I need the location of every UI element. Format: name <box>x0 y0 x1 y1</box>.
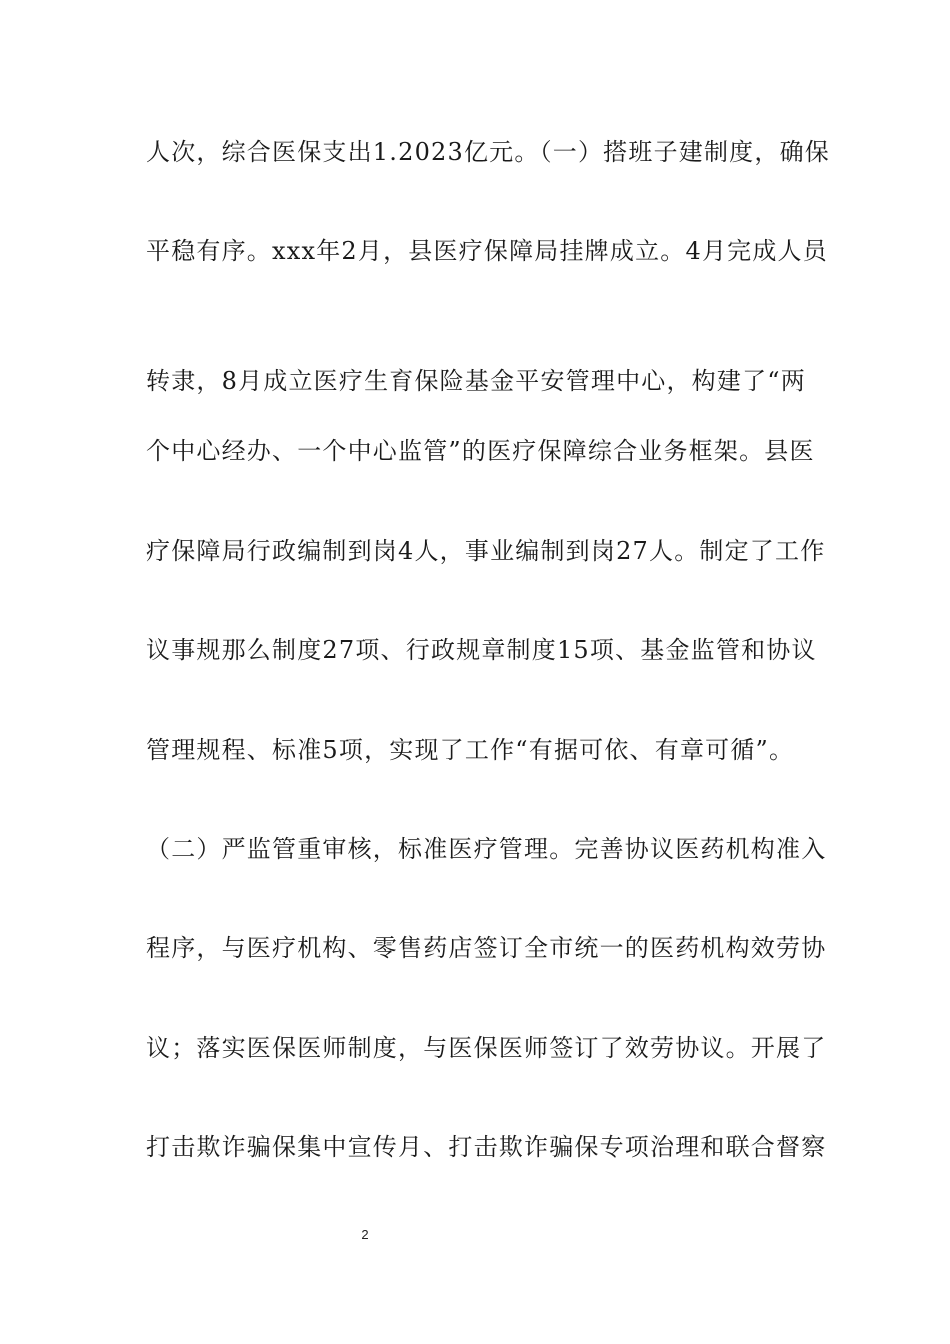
text-line: 个中心经办、一个中心监管”的医疗保障综合业务框架。县医 <box>146 437 815 465</box>
text-line: 议事规那么制度27项、行政规章制度15项、基金监管和协议 <box>146 636 817 664</box>
text-line: （二）严监管重审核，标准医疗管理。完善协议医药机构准入 <box>146 835 827 863</box>
text-line: 疗保障局行政编制到岗4人，事业编制到岗27人。制定了工作 <box>146 537 826 565</box>
text-line: 程序，与医疗机构、零售药店签订全市统一的医药机构效劳协 <box>146 934 827 962</box>
text-line: 转隶，8月成立医疗生育保险基金平安管理中心，构建了“两 <box>146 367 806 395</box>
text-line: 打击欺诈骗保集中宣传月、打击欺诈骗保专项治理和联合督察 <box>146 1133 827 1161</box>
text-line: 管理规程、标准5项，实现了工作“有据可依、有章可循”。 <box>146 736 795 764</box>
page-number: 2 <box>361 1227 369 1242</box>
text-line: 议；落实医保医师制度，与医保医师签订了效劳协议。开展了 <box>146 1034 827 1062</box>
text-line: 平稳有序。xxx年2月，县医疗保障局挂牌成立。4月完成人员 <box>146 237 828 265</box>
text-line: 人次，综合医保支出1.2023亿元。（一）搭班子建制度，确保 <box>146 138 830 166</box>
